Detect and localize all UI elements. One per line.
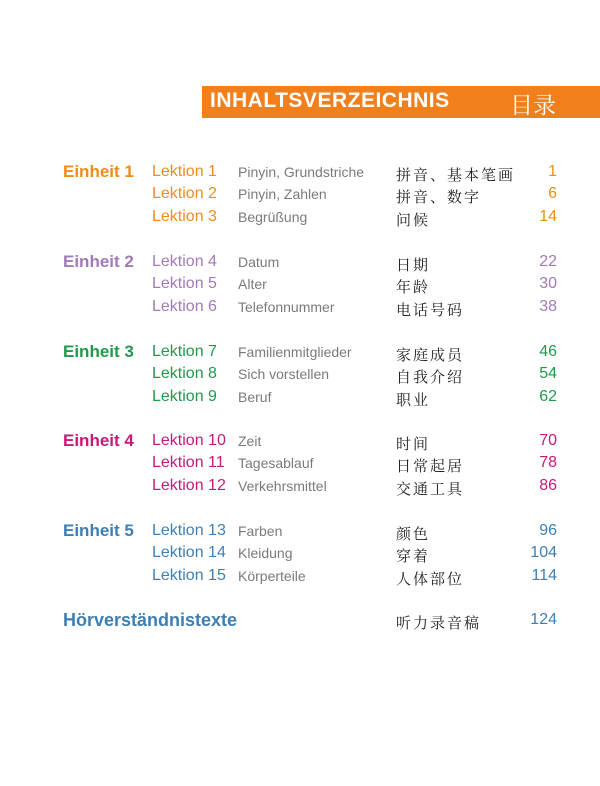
lesson-page-number: 38: [539, 297, 557, 315]
lesson-page-number: 1: [548, 163, 557, 180]
lesson-title-german: Verkehrsmittel: [238, 477, 327, 494]
lesson-title-chinese: 问候: [396, 210, 431, 229]
lesson-title-chinese: 颜色: [396, 525, 431, 543]
toc-title-chinese: 目录: [510, 93, 556, 119]
lesson-title-german: Sich vorstellen: [238, 366, 330, 383]
lesson-page-number: 86: [539, 476, 557, 494]
listening-texts-label[interactable]: Hörverständnistexte: [63, 610, 238, 630]
lesson-label: Lektion 15: [152, 566, 226, 584]
lesson-title-chinese: 自我介绍: [396, 368, 465, 387]
lesson-label: Lektion 5: [152, 275, 217, 293]
unit-label[interactable]: Einheit 5: [63, 521, 134, 540]
lesson-row[interactable]: [0, 543, 600, 565]
lesson-label: Lektion 2: [152, 185, 217, 203]
lesson-page-number: 22: [539, 253, 557, 270]
lesson-title-chinese: 职业: [396, 390, 431, 409]
lesson-page-number: 6: [548, 185, 557, 203]
lesson-page-number: 46: [539, 343, 557, 360]
lesson-label: Lektion 4: [152, 253, 217, 270]
lesson-title-chinese: 年龄: [396, 278, 431, 297]
lesson-page-number: 62: [539, 387, 557, 405]
lesson-title-german: Zeit: [238, 433, 262, 449]
lesson-title-chinese: 家庭成员: [396, 346, 465, 364]
lesson-label: Lektion 10: [152, 432, 226, 449]
lesson-title-chinese: 日期: [396, 256, 431, 274]
lesson-title-chinese: 电话号码: [396, 300, 465, 319]
unit-label[interactable]: Einheit 1: [63, 162, 134, 181]
lesson-page-number: 96: [539, 522, 557, 539]
lesson-label: Lektion 3: [152, 207, 217, 225]
lesson-row[interactable]: [0, 431, 600, 453]
lesson-label: Lektion 11: [152, 454, 225, 472]
listening-texts-chinese: 听力录音稿: [396, 614, 482, 632]
lesson-title-german: Farben: [238, 523, 283, 539]
lesson-label: Lektion 14: [152, 544, 226, 562]
lesson-title-german: Beruf: [238, 388, 272, 405]
lesson-title-german: Datum: [238, 254, 280, 270]
lesson-page-number: 14: [539, 207, 557, 225]
lesson-title-german: Körperteile: [238, 567, 306, 584]
lesson-title-german: Tagesablauf: [238, 455, 314, 472]
lesson-label: Lektion 13: [152, 522, 226, 539]
lesson-row[interactable]: [0, 184, 600, 206]
lesson-row[interactable]: [0, 342, 600, 364]
lesson-title-german: Alter: [238, 276, 267, 293]
lesson-title-german: Familienmitglieder: [238, 344, 352, 360]
listening-texts-page: 124: [530, 611, 557, 628]
lesson-row[interactable]: [0, 476, 600, 498]
lesson-label: Lektion 12: [152, 476, 226, 494]
lesson-title-chinese: 日常起居: [396, 457, 465, 476]
lesson-title-german: Kleidung: [238, 545, 293, 562]
lesson-row[interactable]: [0, 274, 600, 296]
lesson-row[interactable]: [0, 364, 600, 386]
lesson-page-number: 70: [539, 432, 557, 449]
lesson-row[interactable]: [0, 297, 600, 319]
lesson-title-chinese: 时间: [396, 435, 431, 453]
lesson-row[interactable]: [0, 453, 600, 475]
lesson-page-number: 104: [530, 544, 557, 562]
lesson-label: Lektion 7: [152, 343, 217, 360]
lesson-page-number: 54: [539, 365, 557, 383]
lesson-title-chinese: 拼音、数字: [396, 188, 482, 207]
unit-label[interactable]: Einheit 3: [63, 342, 134, 361]
toc-title: INHALTSVERZEICHNIS: [210, 89, 450, 112]
lesson-row[interactable]: [0, 252, 600, 274]
lesson-title-german: Pinyin, Zahlen: [238, 186, 327, 203]
lesson-title-chinese: 人体部位: [396, 569, 465, 588]
lesson-label: Lektion 1: [152, 163, 217, 180]
lesson-title-chinese: 拼音、基本笔画: [396, 166, 516, 184]
lesson-row[interactable]: [0, 566, 600, 588]
unit-label[interactable]: Einheit 4: [63, 431, 134, 450]
lesson-row[interactable]: [0, 162, 600, 184]
lesson-row[interactable]: [0, 521, 600, 543]
lesson-row[interactable]: [0, 387, 600, 409]
lesson-title-chinese: 穿着: [396, 547, 431, 566]
lesson-title-chinese: 交通工具: [396, 479, 465, 498]
lesson-title-german: Begrüßung: [238, 208, 308, 225]
lesson-page-number: 30: [539, 275, 557, 293]
lesson-label: Lektion 8: [152, 365, 217, 383]
lesson-page-number: 114: [531, 566, 557, 584]
lesson-row[interactable]: [0, 207, 600, 229]
lesson-title-german: Pinyin, Grundstriche: [238, 164, 365, 180]
toc-header-bar: [202, 86, 600, 118]
lesson-label: Lektion 6: [152, 297, 217, 315]
unit-label[interactable]: Einheit 2: [63, 252, 134, 271]
lesson-title-german: Telefonnummer: [238, 298, 335, 315]
lesson-page-number: 78: [539, 454, 557, 472]
lesson-label: Lektion 9: [152, 387, 217, 405]
